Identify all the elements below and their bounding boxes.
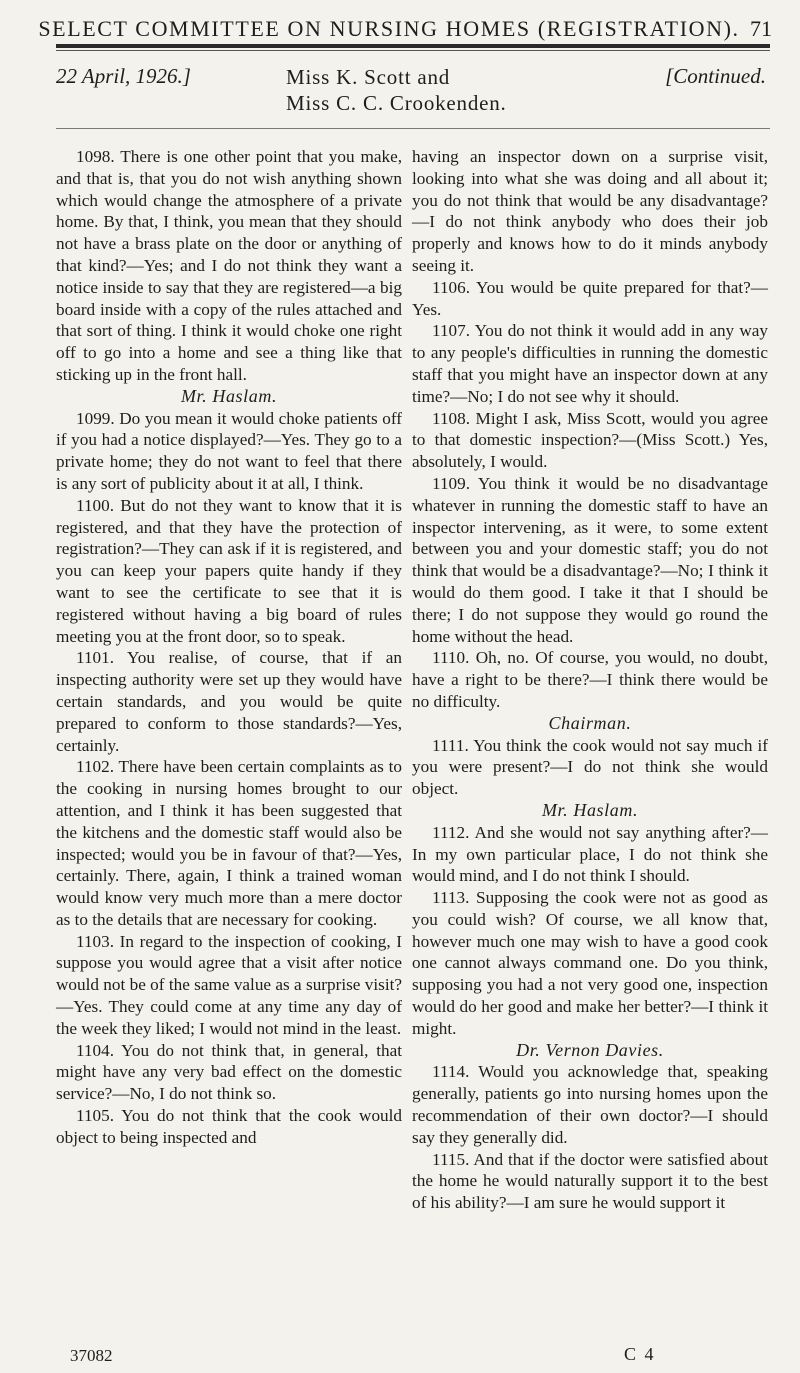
question-1114: 1114. Would you acknowledge that, speaking generally, patients go into nursing homes upon the recommendation of their own doctor?—I should say they generally did. [412, 1062, 768, 1147]
question-1099: 1099. Do you mean it would choke patients off if you had a notice displayed?—Yes. They go to a private home; they do not want to feel that there is any sort of publicity about it at all, I think. [56, 408, 402, 493]
question-1098: 1098. There is one other point that you make, and that is, that you do not wish anything shown which would change the atmosphere of a private home. By that, I think, you mean that they should not have a brass plate on the door or anything of that kind?—Yes; and I do not think they want a notice inside to say that they are registered—a big board inside with a copy of the rules attached and that sort of thing. I think it would choke one right off to go into a home and see a thing like that sticking up in the front hall. [56, 147, 402, 384]
question-1106: 1106. You would be quite prepared for that?—Yes. [412, 277, 768, 319]
running-head [28, 16, 772, 42]
question-1100: 1100. But do not they want to know that it is registered, and that they have the protection of registration?—They can ask if it is registered, and you can keep your papers quite handy if they want to see the certificate to see that it is registered without having a big board of rules meeting you at the front door, so to speak. [56, 495, 402, 646]
question-1111: 1111. You think the cook would not say much if you were present?—I do not think she would object. [412, 735, 768, 799]
witness-line-2: Miss C. C. Crookenden. [286, 91, 507, 115]
speaker-heading: Dr. Vernon Davies. [516, 1039, 664, 1060]
session-date: 22 April, 1926.] [56, 64, 191, 88]
meta-rule [56, 128, 770, 129]
witness-line-1: Miss K. Scott and [286, 65, 451, 89]
speaker-heading: Chairman. [548, 712, 632, 733]
question-1110: 1110. Oh, no. Of course, you would, no doubt, have a right to be there?—I think there would be no difficulty. [412, 648, 768, 711]
signature-mark: C 4 [624, 1344, 656, 1364]
session-meta [56, 64, 770, 124]
header-rule-thick [56, 44, 770, 48]
question-1104: 1104. You do not think that, in general, that might have any very bad effect on the domestic service?—No, I do not think so. [56, 1040, 402, 1104]
question-1105: 1105. You do not think that the cook would object to being inspected and [56, 1106, 402, 1147]
question-1108: 1108. Might I ask, Miss Scott, would you agree to that domestic inspection?—(Miss Scott.) Yes, absolutely, I would. [412, 408, 768, 472]
question-1107: 1107. You do not think it would add in any way to any people's difficulties in running the domestic staff that you might have an inspector down at any time?—No; I do not see why it should. [412, 321, 768, 406]
question-1115: 1115. And that if the doctor were satisfied about the home he would naturally support it to the best of his ability?—I am sure he would support it [412, 1149, 768, 1213]
question-1105-continued: having an inspector down on a surprise visit, looking into what she was doing and all about it; you do not think that would be any disadvantage?—I do not think anybody who does their job properly and knows how to do it minds anybody seeing it. [412, 147, 768, 275]
continued-marker: [Continued. [665, 64, 766, 88]
question-1112: 1112. And she would not say anything after?—In my own particular place, I do not think she would mind, and I do not think I should. [412, 822, 768, 886]
question-1113: 1113. Supposing the cook were not as good as you could wish? Of course, we all know that, however much one may wish to have a good cook one cannot always command one. Do you think, supposing you had a not very good one, inspection would do her good and make her better?—I think it might. [412, 888, 768, 1038]
right-column [412, 146, 768, 1214]
question-1103: 1103. In regard to the inspection of cooking, I suppose you would agree that a visit after notice would not be of the same value as a surprise visit?—Yes. They could come at any time any day of the week they liked; I would not mind in the least. [56, 931, 402, 1038]
question-1109: 1109. You think it would be no disadvantage whatever in running the domestic staff to have an inspector intervening, as it were, to some extent between you and your domestic staff; you do not think that would be a disadvantage?—No; I think it would do them good. I take it that I should be there; I do not suppose they would go round the home without the head. [412, 473, 768, 646]
page-number: 71 [750, 16, 772, 41]
speaker-heading: Mr. Haslam. [180, 385, 278, 406]
left-column [56, 146, 402, 1149]
print-code: 37082 [70, 1346, 113, 1365]
witness-names [286, 64, 507, 116]
question-1101: 1101. You realise, of course, that if an inspecting authority were set up they would have certain standards, and you would be quite prepared to conform to those standards?—Yes, certainly. [56, 648, 402, 755]
header-rule-thin [56, 50, 770, 51]
question-1102: 1102. There have been certain complaints as to the cooking in nursing homes brought to our attention, and I think it has been suggested that the kitchens and the domestic staff would also be inspected; would you be in favour of that?—Yes, certainly. There, again, I think a trained woman would know very much more than a mere doctor as to the details that are necessary for cooking. [56, 757, 402, 929]
running-title: SELECT COMMITTEE ON NURSING HOMES (REGISTRATION). [38, 16, 740, 41]
speaker-heading: Mr. Haslam. [541, 799, 639, 820]
